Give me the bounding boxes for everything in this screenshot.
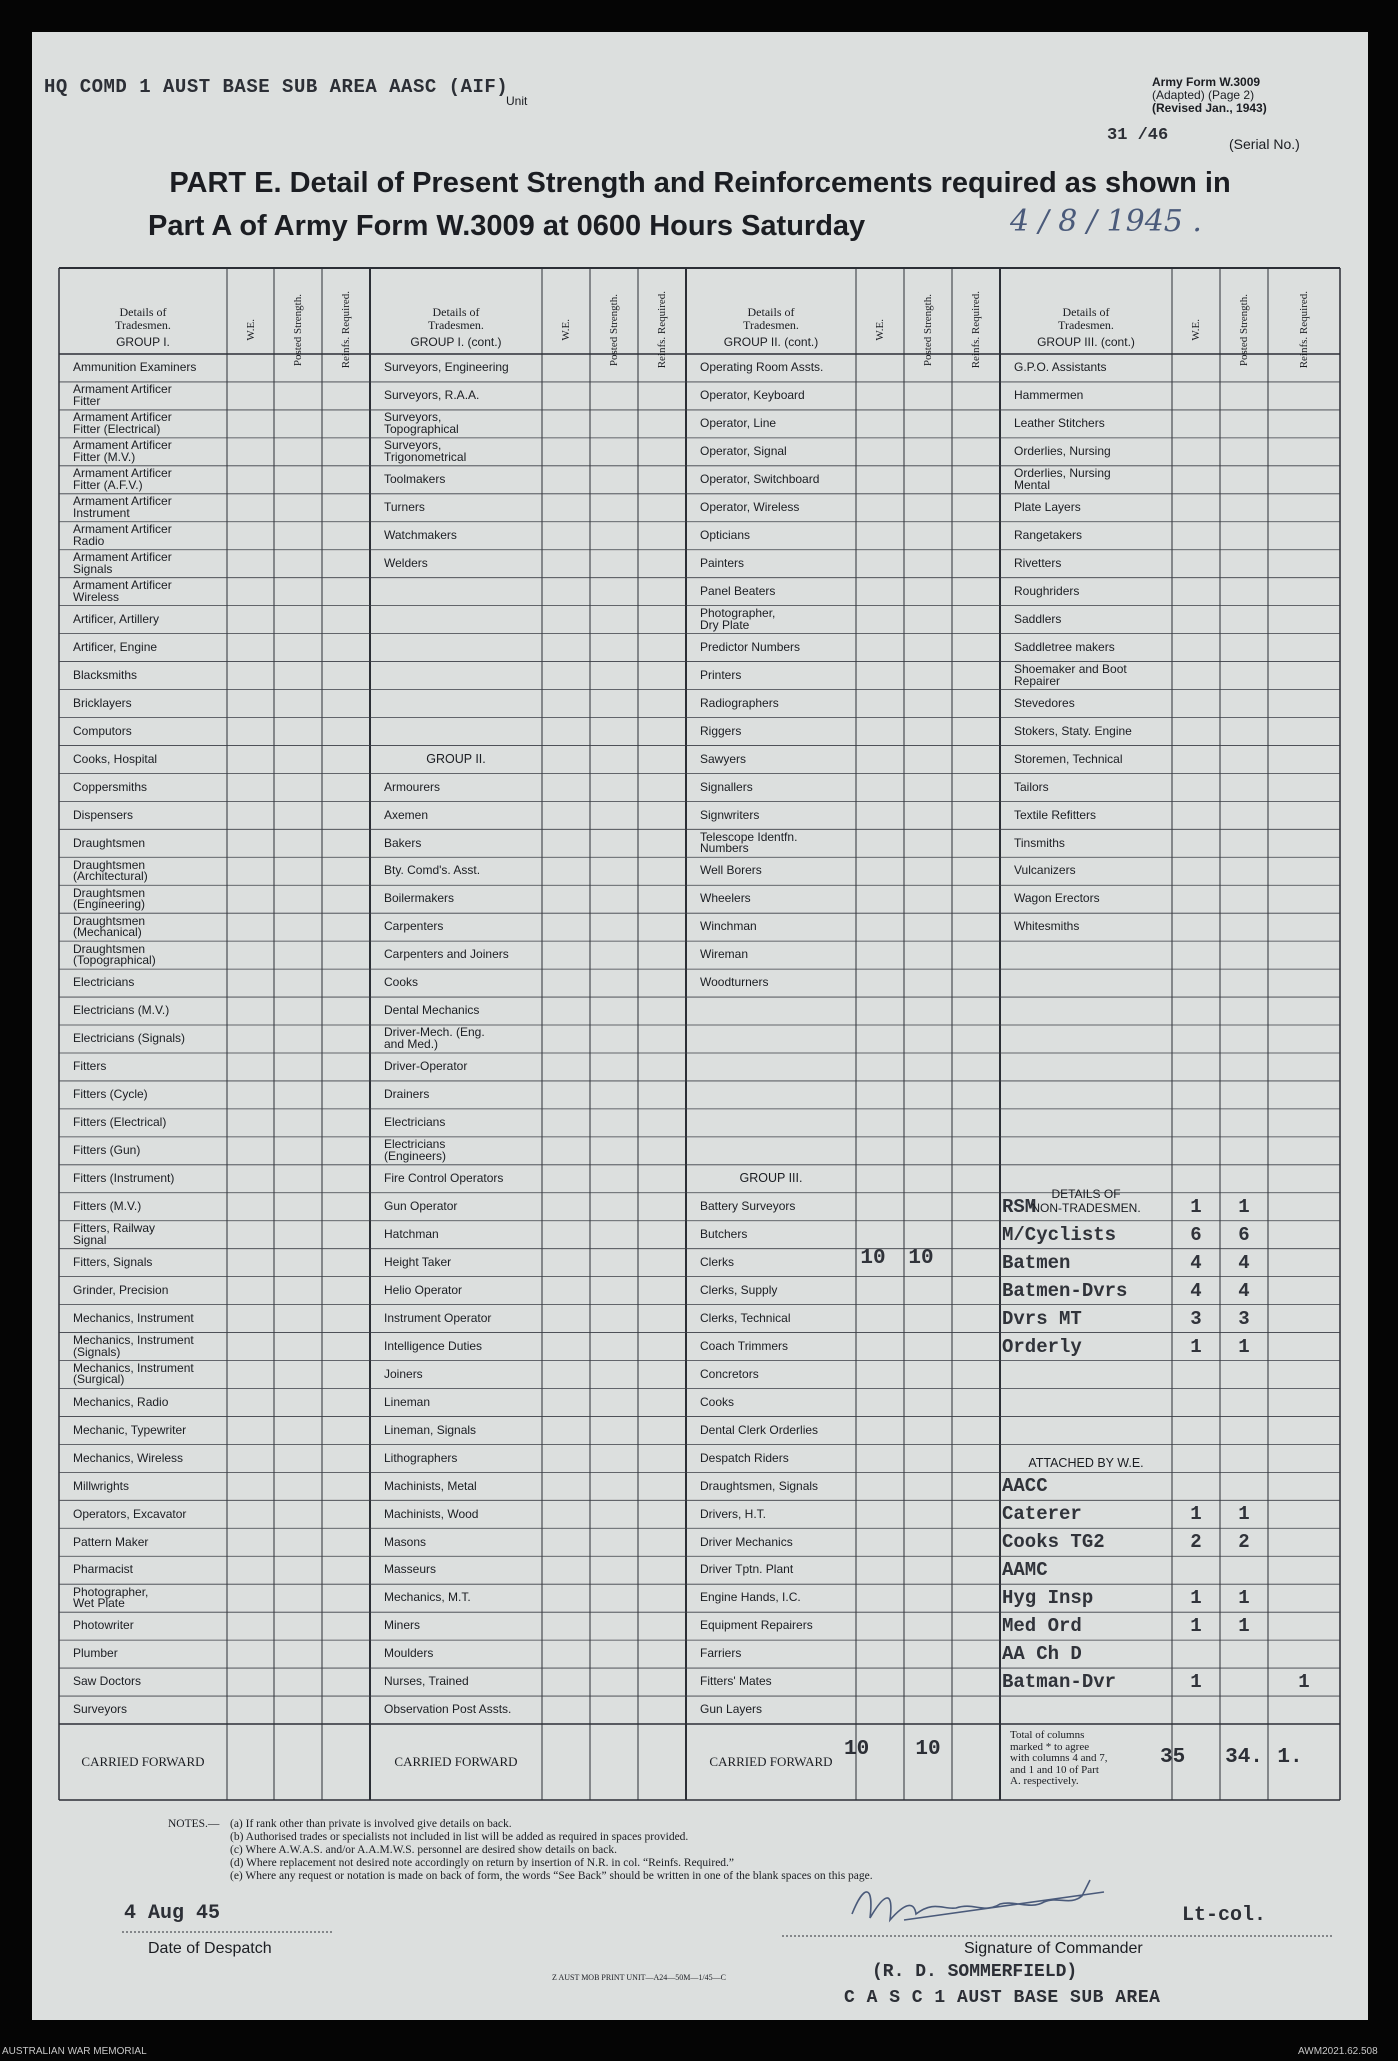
header-text: Details of bbox=[747, 304, 795, 319]
trade-label: GROUP II. bbox=[426, 751, 486, 766]
trade-label: Electricians (Engineers) bbox=[384, 1137, 447, 1163]
trade-label: Driver Tptn. Plant bbox=[700, 1562, 794, 1577]
trade-label: Battery Surveyors bbox=[700, 1198, 796, 1213]
non_tradesmen-posted: 3 bbox=[1238, 1307, 1250, 1330]
trade-label: Dental Mechanics bbox=[384, 1003, 480, 1018]
trade-label: Stokers, Staty. Engine bbox=[1014, 723, 1132, 738]
trade-label bbox=[370, 606, 556, 634]
trade-label: Lithographers bbox=[384, 1450, 458, 1465]
trade-label: Pattern Maker bbox=[73, 1534, 149, 1549]
trade-label: Dental Clerk Orderlies bbox=[700, 1422, 819, 1437]
despatch-date: 4 Aug 45 bbox=[124, 1902, 221, 1925]
trade-label: Fitters' Mates bbox=[700, 1674, 772, 1689]
trade-label: Miners bbox=[384, 1618, 421, 1633]
trade-label: Mechanic, Typewriter bbox=[73, 1422, 187, 1437]
trade-label: Gun Operator bbox=[384, 1198, 458, 1213]
trade-label: Artificer, Engine bbox=[73, 639, 158, 654]
trade-label: Operator, Keyboard bbox=[700, 388, 805, 403]
trade-label: Armament Artificer Wireless bbox=[73, 578, 172, 604]
trade-label: Photographer, Wet Plate bbox=[73, 1584, 149, 1611]
trade-label: Drainers bbox=[384, 1087, 430, 1102]
trade-label: Driver-Mech. (Eng. and Med.) bbox=[384, 1025, 485, 1051]
notes-list bbox=[230, 1818, 873, 1883]
trade-label: Opticians bbox=[700, 527, 751, 542]
trade-label bbox=[370, 578, 556, 606]
trade-label: Armament Artificer Signals bbox=[73, 550, 172, 576]
trade-label: Moulders bbox=[384, 1646, 434, 1661]
trade-label: Dispensers bbox=[73, 807, 134, 822]
trade-label: Operators, Excavator bbox=[73, 1506, 187, 1521]
attached-posted bbox=[1220, 1668, 1268, 1696]
commander-unit: C A S C 1 AUST BASE SUB AREA bbox=[844, 1988, 1161, 2008]
trade-label: Predictor Numbers bbox=[700, 639, 801, 654]
non_tradesmen-posted: 1 bbox=[1238, 1335, 1250, 1358]
trade-label: Helio Operator bbox=[384, 1282, 463, 1297]
trade-label: Stevedores bbox=[1014, 695, 1075, 710]
trade-label: Computors bbox=[73, 723, 132, 738]
trade-label: Painters bbox=[700, 555, 745, 570]
trade-label: Electricians bbox=[384, 1115, 446, 1130]
trade-label: Engine Hands, I.C. bbox=[700, 1590, 801, 1605]
non_tradesmen-name: Dvrs MT bbox=[1002, 1307, 1082, 1330]
carried-forward-label: CARRIED FORWARD bbox=[81, 1754, 205, 1769]
serial-label: (Serial No.) bbox=[1229, 136, 1300, 152]
trade-label: Driver-Operator bbox=[384, 1059, 468, 1074]
carried-forward-label: CARRIED FORWARD bbox=[394, 1754, 518, 1769]
unit-label: Unit bbox=[506, 94, 528, 108]
trade-label: Surveyors, R.A.A. bbox=[384, 388, 480, 403]
trade-label: Mechanics, M.T. bbox=[384, 1590, 471, 1605]
carried-forward-label: CARRIED FORWARD bbox=[709, 1754, 833, 1769]
title-line-2: Part A of Army Form W.3009 at 0600 Hours Saturday bbox=[148, 210, 866, 242]
attached-posted: 1 bbox=[1238, 1615, 1250, 1638]
trade-label: Radiographers bbox=[700, 695, 779, 710]
non_tradesmen-we: 1 bbox=[1190, 1195, 1202, 1218]
attached-we bbox=[1172, 1556, 1220, 1584]
trade-label: Drivers, H.T. bbox=[700, 1506, 766, 1521]
attached-name: AACC bbox=[1002, 1475, 1048, 1498]
trade-label: Textile Refitters bbox=[1014, 807, 1097, 822]
note-item: (d) Where replacement not desired note accordingly on return by insertion of N.R. in col. “Reinfs. Required.” bbox=[230, 1857, 735, 1869]
trade-label: Orderlies, Nursing Mental bbox=[1014, 466, 1111, 492]
trade-label: Plate Layers bbox=[1014, 500, 1081, 514]
trade-label: Lineman bbox=[384, 1394, 431, 1409]
trade-label: Draughtsmen (Mechanical) bbox=[73, 913, 146, 940]
trade-label: Rangetakers bbox=[1014, 527, 1083, 542]
trade-label: Cooks bbox=[384, 975, 419, 990]
note-item: (a) If rank other than private is involved give details on back. bbox=[230, 1818, 512, 1830]
trade-label: Saddletree makers bbox=[1014, 639, 1115, 654]
trade-label: Roughriders bbox=[1014, 583, 1080, 598]
trade-label: Masseurs bbox=[384, 1562, 437, 1577]
trade-label: Lineman, Signals bbox=[384, 1422, 477, 1437]
col-header-posted bbox=[904, 282, 952, 378]
non_tradesmen-we: 1 bbox=[1190, 1335, 1202, 1358]
non_tradesmen-reinfs bbox=[1268, 1193, 1340, 1221]
trade-label: Wireman bbox=[700, 947, 749, 962]
non_tradesmen-reinfs bbox=[1268, 1249, 1340, 1277]
commander-name: (R. D. SOMMERFIELD) bbox=[872, 1962, 1078, 1982]
trade-label: Plumber bbox=[73, 1646, 118, 1661]
col-header-reinfs bbox=[1268, 282, 1340, 378]
note-item: (c) Where A.W.A.S. and/or A.A.M.W.S. personnel are desired show details on back. bbox=[230, 1844, 617, 1856]
non_tradesmen-name: Batmen bbox=[1002, 1251, 1071, 1274]
header-text: Reinfs. Required. bbox=[1298, 291, 1310, 369]
trade-label: Bricklayers bbox=[73, 695, 132, 710]
print-line: Z AUST MOB PRINT UNIT—A24—50M—1/45—C bbox=[552, 1973, 726, 1982]
trade-label: Operating Room Assts. bbox=[700, 360, 824, 375]
trade-label: Draughtsmen (Architectural) bbox=[73, 857, 148, 884]
trade-label: Draughtsmen, Signals bbox=[700, 1478, 819, 1493]
header-text: W.E. bbox=[874, 319, 886, 341]
attached-name: Caterer bbox=[1002, 1503, 1082, 1526]
title-line-1: PART E. Detail of Present Strength and Reinforcements required as shown in bbox=[169, 167, 1231, 199]
trade-label: Boilermakers bbox=[384, 891, 455, 906]
trade-label: Fire Control Operators bbox=[384, 1171, 504, 1186]
attached-reinfs bbox=[1268, 1472, 1340, 1500]
trade-label: Printers bbox=[700, 667, 742, 682]
trade-label: Cooks bbox=[700, 1394, 735, 1409]
total-we: 35 bbox=[1160, 1746, 1186, 1769]
trade-label: Woodturners bbox=[700, 975, 769, 990]
trade-label: Fitters, Signals bbox=[73, 1254, 153, 1269]
attached-reinfs bbox=[1268, 1584, 1340, 1612]
attached-reinfs: 1 bbox=[1298, 1671, 1310, 1694]
note-item: (e) Where any request or notation is made on back of form, the words “See Back” should be written in one of the blank spaces on this page. bbox=[230, 1870, 873, 1882]
trade-label: Ammunition Examiners bbox=[73, 360, 197, 375]
non_tradesmen-we: 6 bbox=[1190, 1223, 1202, 1246]
non_tradesmen-posted: 4 bbox=[1238, 1251, 1250, 1274]
header-text: Posted Strength. bbox=[922, 293, 934, 367]
trade-label: Mechanics, Instrument (Signals) bbox=[73, 1333, 194, 1359]
trade-label: Armament Artificer Fitter (Electrical) bbox=[73, 410, 172, 436]
commander-signature bbox=[844, 1874, 1144, 1934]
signature-label: Signature of Commander bbox=[964, 1940, 1143, 1957]
attached-we: 2 bbox=[1190, 1531, 1202, 1554]
trade-label: Operator, Switchboard bbox=[700, 472, 820, 487]
trade-label: Orderlies, Nursing bbox=[1014, 444, 1111, 459]
trade-label: Mechanics, Instrument bbox=[73, 1310, 194, 1325]
trade-label: Masons bbox=[384, 1534, 427, 1549]
trade-label: Vulcanizers bbox=[1014, 863, 1076, 878]
trade-label: Armament Artificer Fitter (A.F.V.) bbox=[73, 466, 172, 492]
attached-name: Cooks TG2 bbox=[1002, 1531, 1105, 1554]
attached-we: 1 bbox=[1190, 1671, 1202, 1694]
commander-rank: Lt-col. bbox=[1182, 1904, 1267, 1927]
trade-label: Sawyers bbox=[700, 751, 747, 766]
trade-label bbox=[370, 717, 556, 745]
header-text: W.E. bbox=[244, 319, 257, 341]
total-note: Total of columns marked * to agree with columns 4 and 7, and 1 and 10 of Part A. respectively. bbox=[1010, 1729, 1108, 1787]
attached-name: Batman-Dvr bbox=[1002, 1671, 1117, 1694]
trade-label bbox=[686, 1137, 870, 1165]
trade-label: Electricians (M.V.) bbox=[73, 1003, 170, 1018]
non_tradesmen-posted: 4 bbox=[1238, 1279, 1250, 1302]
trade-label bbox=[370, 662, 556, 690]
trade-label: Surveyors, Topographical bbox=[384, 410, 459, 436]
trade-label: Gun Layers bbox=[700, 1702, 763, 1717]
header-text: GROUP I. bbox=[116, 334, 170, 349]
trade-label: Clerks, Technical bbox=[700, 1310, 791, 1325]
attached-reinfs bbox=[1268, 1640, 1340, 1668]
trade-label: Hatchman bbox=[384, 1226, 439, 1241]
non_tradesmen-posted: 6 bbox=[1238, 1223, 1250, 1246]
title-date: 4 / 8 / 1945 . bbox=[1010, 204, 1202, 239]
trade-label: Fitters (Instrument) bbox=[73, 1171, 175, 1186]
trade-label: Artificer, Artillery bbox=[73, 611, 160, 626]
non_tradesmen-reinfs bbox=[1268, 1221, 1340, 1249]
trade-label: Bakers bbox=[384, 835, 422, 850]
trade-label: Tinsmiths bbox=[1014, 835, 1065, 850]
attached-posted: 2 bbox=[1238, 1531, 1250, 1554]
total-reinfs: 1. bbox=[1277, 1746, 1303, 1769]
non_tradesmen-name: Orderly bbox=[1002, 1335, 1082, 1358]
attached-name: AA Ch D bbox=[1002, 1643, 1082, 1666]
header-text: Reinfs. Required. bbox=[656, 291, 668, 369]
trade-label: Carpenters and Joiners bbox=[384, 947, 509, 962]
header-text: Posted Strength. bbox=[1238, 293, 1250, 367]
caption-left: AUSTRALIAN WAR MEMORIAL bbox=[2, 2046, 147, 2057]
trade-label: Concretors bbox=[700, 1366, 759, 1381]
trade-label: Intelligence Duties bbox=[384, 1338, 483, 1353]
trade-label: Tailors bbox=[1014, 779, 1049, 794]
header-text: GROUP III. (cont.) bbox=[1037, 334, 1135, 349]
notes-prefix: NOTES.— bbox=[168, 1818, 220, 1830]
trade-label: Armourers bbox=[384, 779, 441, 794]
trade-label: Operator, Wireless bbox=[700, 500, 800, 514]
form-id-line: (Adapted) (Page 2) bbox=[1152, 88, 1255, 102]
trade-label: Operator, Signal bbox=[700, 444, 787, 459]
trade-label: Coach Trimmers bbox=[700, 1338, 789, 1353]
trade-label: Instrument Operator bbox=[384, 1310, 492, 1325]
trade-label: Surveyors, Trigonometrical bbox=[384, 438, 467, 464]
trade-label: Machinists, Metal bbox=[384, 1478, 477, 1493]
attached-posted: 1 bbox=[1238, 1503, 1250, 1526]
trade-label: Equipment Repairers bbox=[700, 1618, 813, 1633]
trade-label bbox=[370, 690, 556, 718]
col-header-reinfs bbox=[322, 282, 370, 378]
trade-label: Armament Artificer Fitter bbox=[73, 382, 172, 408]
trade-label: Surveyors, Engineering bbox=[384, 360, 509, 375]
trade-label: Surveyors bbox=[73, 1702, 128, 1717]
header-text: GROUP I. (cont.) bbox=[410, 334, 502, 349]
col-header-reinfs bbox=[638, 282, 686, 378]
trade-label: Grinder, Precision bbox=[73, 1282, 169, 1297]
attached-name: AAMC bbox=[1002, 1559, 1048, 1582]
trade-label: Toolmakers bbox=[384, 472, 446, 487]
trade-label: Fitters (M.V.) bbox=[73, 1198, 142, 1213]
trade-label: Fitters, Railway Signal bbox=[73, 1221, 156, 1247]
trade-label: Leather Stitchers bbox=[1014, 416, 1105, 431]
trade-label bbox=[370, 634, 556, 662]
trade-label: G.P.O. Assistants bbox=[1014, 360, 1107, 375]
col-header-posted bbox=[274, 282, 322, 378]
form-id-line: Army Form W.3009 bbox=[1152, 75, 1261, 89]
carried-forward-posted: 10 bbox=[915, 1738, 941, 1761]
non_tradesmen-name: Batmen-Dvrs bbox=[1002, 1279, 1128, 1302]
attached-reinfs bbox=[1268, 1612, 1340, 1640]
trade-label: Electricians bbox=[73, 975, 135, 990]
attached-reinfs bbox=[1268, 1500, 1340, 1528]
non_tradesmen-we: 4 bbox=[1190, 1279, 1202, 1302]
trade-label: Photographer, Dry Plate bbox=[700, 606, 776, 632]
attached-posted bbox=[1220, 1556, 1268, 1584]
col-header-reinfs bbox=[952, 282, 1000, 378]
trade-label: Carpenters bbox=[384, 919, 444, 934]
non-tradesmen-heading: DETAILS OF NON-TRADESMEN. bbox=[1031, 1187, 1141, 1215]
trade-label: Panel Beaters bbox=[700, 583, 776, 598]
clerks-we: 10 bbox=[860, 1247, 886, 1271]
header-text: Tradesmen. bbox=[428, 317, 484, 332]
trade-label: Armament Artificer Radio bbox=[73, 522, 172, 548]
header-text: W.E. bbox=[560, 319, 572, 341]
attached-reinfs bbox=[1268, 1556, 1340, 1584]
attached-posted bbox=[1220, 1640, 1268, 1668]
attached-posted: 1 bbox=[1238, 1587, 1250, 1610]
non_tradesmen-reinfs bbox=[1268, 1333, 1340, 1361]
trade-label: Riggers bbox=[700, 723, 742, 738]
header-text: Tradesmen. bbox=[1058, 317, 1114, 332]
trade-label: Signwriters bbox=[700, 807, 760, 822]
trade-label: Farriers bbox=[700, 1646, 742, 1661]
trade-label: Mechanics, Radio bbox=[73, 1394, 169, 1409]
clerks-posted: 10 bbox=[908, 1247, 934, 1271]
header-text: Posted Strength. bbox=[608, 293, 620, 367]
attached-posted bbox=[1220, 1472, 1268, 1500]
caption-right: AWM2021.62.508 bbox=[1298, 2046, 1378, 2057]
trade-label: GROUP III. bbox=[739, 1171, 803, 1186]
attached-we: 1 bbox=[1190, 1503, 1202, 1526]
trade-label: Electricians (Signals) bbox=[73, 1031, 186, 1046]
trade-label: Shoemaker and Boot Repairer bbox=[1014, 662, 1127, 688]
trade-label: Draughtsmen bbox=[73, 835, 146, 850]
header-text: Tradesmen. bbox=[115, 317, 171, 332]
header-text: Details of bbox=[432, 304, 480, 319]
non_tradesmen-posted: 1 bbox=[1238, 1195, 1250, 1218]
trade-label: Height Taker bbox=[384, 1254, 452, 1269]
trade-label: Operator, Line bbox=[700, 416, 777, 431]
trade-label: Wagon Erectors bbox=[1014, 891, 1100, 906]
header-text: Reinfs. Required. bbox=[970, 291, 982, 369]
trade-label: Armament Artificer Fitter (M.V.) bbox=[73, 438, 172, 464]
trade-label bbox=[686, 997, 870, 1025]
despatch-label: Date of Despatch bbox=[148, 1940, 272, 1957]
trade-label: Signallers bbox=[700, 779, 753, 794]
trade-label: Well Borers bbox=[700, 863, 762, 878]
trade-label: Joiners bbox=[384, 1366, 423, 1381]
trade-label: Blacksmiths bbox=[73, 667, 138, 682]
trade-label: Draughtsmen (Engineering) bbox=[73, 885, 146, 912]
trade-label: Machinists, Wood bbox=[384, 1506, 479, 1521]
trade-label: Draughtsmen (Topographical) bbox=[73, 941, 156, 968]
trade-label: Whitesmiths bbox=[1014, 919, 1080, 934]
trade-label: Observation Post Assts. bbox=[384, 1702, 512, 1717]
trade-label: Welders bbox=[384, 555, 428, 570]
non_tradesmen-reinfs bbox=[1268, 1277, 1340, 1305]
header-text: Details of bbox=[1062, 304, 1110, 319]
trade-label: Saw Doctors bbox=[73, 1674, 142, 1689]
trade-label: Storemen, Technical bbox=[1014, 751, 1123, 766]
trade-label: Hammermen bbox=[1014, 388, 1084, 403]
attached-we bbox=[1172, 1472, 1220, 1500]
form-id-line: (Revised Jan., 1943) bbox=[1152, 101, 1267, 115]
trade-label bbox=[686, 1025, 870, 1053]
header-text: Posted Strength. bbox=[292, 293, 304, 367]
trade-label: Despatch Riders bbox=[700, 1450, 789, 1465]
trade-label: Axemen bbox=[384, 807, 429, 822]
total-posted: 34. bbox=[1225, 1746, 1263, 1769]
trade-label: Fitters (Gun) bbox=[73, 1143, 141, 1158]
trade-label: Mechanics, Instrument (Surgical) bbox=[73, 1360, 194, 1387]
trade-label: Mechanics, Wireless bbox=[73, 1450, 184, 1465]
trade-label: Millwrights bbox=[73, 1478, 130, 1493]
trade-label: Butchers bbox=[700, 1226, 748, 1241]
col-header-posted bbox=[1220, 282, 1268, 378]
trade-label: Clerks, Supply bbox=[700, 1282, 778, 1297]
trade-label: Telescope Identfn. Numbers bbox=[700, 829, 798, 856]
trade-label: Fitters (Electrical) bbox=[73, 1115, 167, 1130]
trade-label: Nurses, Trained bbox=[384, 1674, 469, 1689]
header-text: GROUP II. (cont.) bbox=[723, 334, 819, 349]
trade-label: Saddlers bbox=[1014, 611, 1062, 626]
header-text: Tradesmen. bbox=[743, 317, 799, 332]
trade-label: Fitters bbox=[73, 1059, 107, 1074]
attached-we: 1 bbox=[1190, 1587, 1202, 1610]
trade-label: Armament Artificer Instrument bbox=[73, 494, 172, 520]
trade-label bbox=[686, 1053, 870, 1081]
trade-label: Clerks bbox=[700, 1254, 735, 1269]
trade-label bbox=[686, 1081, 870, 1109]
header-text: Details of bbox=[119, 304, 167, 319]
trade-label: Driver Mechanics bbox=[700, 1534, 793, 1549]
non_tradesmen-name: M/Cyclists bbox=[1002, 1223, 1117, 1246]
non_tradesmen-reinfs bbox=[1268, 1305, 1340, 1333]
col-header-posted bbox=[590, 282, 638, 378]
unit-value: HQ COMD 1 AUST BASE SUB AREA AASC (AIF) bbox=[44, 76, 509, 98]
trade-label: Fitters (Cycle) bbox=[73, 1087, 148, 1102]
trade-label: Watchmakers bbox=[384, 527, 457, 542]
non_tradesmen-name: RSM bbox=[1002, 1195, 1037, 1218]
trade-label: Cooks, Hospital bbox=[73, 751, 158, 766]
non_tradesmen-we: 3 bbox=[1190, 1307, 1202, 1330]
attached-heading: ATTACHED BY W.E. bbox=[1028, 1456, 1144, 1470]
note-item: (b) Authorised trades or specialists not included in list will be added as required in spaces provided. bbox=[230, 1831, 689, 1843]
trade-label: Rivetters bbox=[1014, 555, 1062, 570]
trade-label: Wheelers bbox=[700, 891, 751, 906]
trade-label: Photowriter bbox=[73, 1618, 134, 1633]
trade-label: Winchman bbox=[700, 919, 757, 934]
header-text: Reinfs. Required. bbox=[340, 291, 352, 369]
attached-name: Med Ord bbox=[1002, 1615, 1082, 1638]
serial-value: 31 /46 bbox=[1107, 126, 1169, 145]
carried-forward-we: 10 bbox=[844, 1738, 870, 1761]
attached-reinfs bbox=[1268, 1528, 1340, 1556]
trade-label: Bty. Comd's. Asst. bbox=[384, 863, 481, 878]
trade-label: Pharmacist bbox=[73, 1562, 134, 1577]
header-text: W.E. bbox=[1190, 319, 1202, 341]
attached-name: Hyg Insp bbox=[1002, 1587, 1094, 1610]
army-form-w3009 bbox=[32, 32, 1368, 2020]
trade-label bbox=[686, 1109, 870, 1137]
trade-label: Coppersmiths bbox=[73, 779, 148, 794]
attached-we bbox=[1172, 1640, 1220, 1668]
non_tradesmen-we: 4 bbox=[1190, 1251, 1202, 1274]
attached-we: 1 bbox=[1190, 1615, 1202, 1638]
trade-label: Turners bbox=[384, 500, 425, 514]
